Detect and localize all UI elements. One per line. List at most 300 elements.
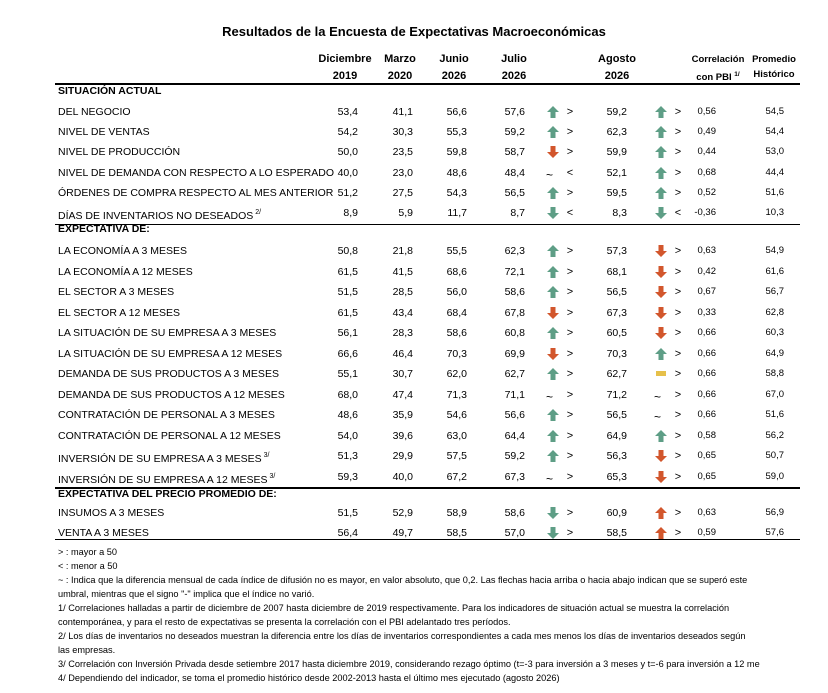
cell-jul: 72,1	[504, 266, 525, 278]
cell-jul: 67,3	[504, 471, 525, 483]
table-row	[0, 142, 828, 162]
cell-mar: 29,9	[392, 450, 413, 462]
cell-jun: 56,0	[446, 286, 467, 298]
row-label	[58, 303, 180, 323]
threshold-sign: >	[566, 307, 574, 319]
trend-arrow-icon	[546, 186, 560, 200]
cell-dic: 61,5	[337, 266, 358, 278]
cell-mar: 43,4	[392, 307, 413, 319]
section-title: EXPECTATIVA DEL PRECIO PROMEDIO DE:	[58, 488, 277, 500]
row-label-text: LA SITUACIÓN DE SU EMPRESA A 3 MESES	[58, 327, 277, 339]
cell-mar: 52,9	[392, 507, 413, 519]
cell-jun: 54,3	[446, 187, 467, 199]
row-label-text: DEMANDA DE SUS PRODUCTOS A 12 MESES	[58, 389, 285, 401]
trend-arrow-icon	[546, 105, 560, 119]
cell-corr: 0,42	[697, 266, 716, 277]
cell-prom: 60,3	[765, 327, 784, 338]
row-label	[58, 183, 333, 203]
header-corr-text: con PBI	[696, 72, 732, 84]
cell-dic: 54,2	[337, 126, 358, 138]
row-label	[58, 142, 180, 162]
trend-arrow-icon	[654, 244, 668, 258]
cell-jul: 56,6	[504, 409, 525, 421]
trend-arrow-icon	[654, 506, 668, 520]
cell-dic: 50,8	[337, 245, 358, 257]
threshold-sign: >	[566, 368, 574, 380]
header-promedio	[746, 52, 802, 82]
cell-jul: 62,7	[504, 368, 525, 380]
threshold-sign: >	[674, 286, 682, 298]
table-row	[0, 503, 828, 523]
threshold-sign: >	[566, 389, 574, 401]
header-month: Diciembre	[318, 53, 372, 65]
cell-ago: 58,5	[606, 527, 627, 539]
cell-corr: 0,66	[697, 409, 716, 420]
cell-jul: 60,8	[504, 327, 525, 339]
row-label-text: DEL NEGOCIO	[58, 106, 131, 118]
threshold-sign: >	[674, 307, 682, 319]
footnote-line: las empresas.	[58, 645, 116, 655]
threshold-sign: >	[674, 527, 682, 539]
trend-arrow-icon	[654, 347, 668, 361]
trend-arrow-icon	[546, 145, 560, 159]
cell-mar: 21,8	[392, 245, 413, 257]
row-label-text: CONTRATACIÓN DE PERSONAL A 3 MESES	[58, 409, 275, 421]
cell-mar: 30,7	[392, 368, 413, 380]
cell-mar: 35,9	[392, 409, 413, 421]
row-label-text: INVERSIÓN DE SU EMPRESA A 12 MESES	[58, 474, 268, 486]
cell-jun: 57,5	[446, 450, 467, 462]
trend-arrow-icon	[654, 125, 668, 139]
trend-arrow-icon	[546, 367, 560, 381]
trend-arrow-icon	[546, 306, 560, 320]
cell-dic: 8,9	[343, 207, 358, 219]
row-label-text: INVERSIÓN DE SU EMPRESA A 3 MESES	[58, 453, 262, 465]
table-row	[0, 426, 828, 446]
threshold-sign: >	[674, 389, 682, 401]
cell-jun: 67,2	[446, 471, 467, 483]
cell-prom: 54,4	[765, 126, 784, 137]
cell-dic: 51,5	[337, 286, 358, 298]
cell-mar: 23,0	[392, 167, 413, 179]
cell-ago: 62,3	[606, 126, 627, 138]
header-year: 2026	[604, 70, 630, 82]
cell-dic: 51,5	[337, 507, 358, 519]
cell-corr: 0,56	[697, 106, 716, 117]
header-year: 2026	[441, 70, 467, 82]
threshold-sign: >	[566, 327, 574, 339]
row-footnote-ref: 2/	[255, 209, 262, 216]
footnotes	[58, 545, 818, 685]
table-row	[0, 405, 828, 425]
table-row	[0, 262, 828, 282]
threshold-sign: >	[566, 106, 574, 118]
cell-jun: 70,3	[446, 348, 467, 360]
header-marzo	[378, 51, 422, 85]
cell-ago: 56,5	[606, 409, 627, 421]
cell-jul: 58,7	[504, 146, 525, 158]
cell-prom: 50,7	[765, 450, 784, 461]
cell-dic: 50,0	[337, 146, 358, 158]
trend-arrow-icon	[546, 326, 560, 340]
table-row	[0, 323, 828, 343]
cell-mar: 40,0	[392, 471, 413, 483]
trend-arrow-icon	[546, 244, 560, 258]
cell-mar: 27,5	[392, 187, 413, 199]
trend-arrow-icon	[654, 186, 668, 200]
cell-jun: 55,3	[446, 126, 467, 138]
cell-corr: 0,63	[697, 245, 716, 256]
cell-prom: 51,6	[765, 409, 784, 420]
cell-jul: 59,2	[504, 450, 525, 462]
cell-jun: 11,7	[447, 207, 467, 219]
header-corr-note: 1/	[734, 71, 740, 78]
threshold-sign: >	[566, 266, 574, 278]
row-label	[58, 262, 193, 282]
cell-prom: 54,5	[765, 106, 784, 117]
cell-jul: 59,2	[504, 126, 525, 138]
header-prom-line1: Promedio	[752, 54, 796, 65]
footnote-line: < : menor a 50	[58, 561, 118, 571]
cell-jun: 62,0	[446, 368, 467, 380]
cell-mar: 41,1	[392, 106, 413, 118]
cell-prom: 44,4	[765, 167, 784, 178]
cell-jun: 55,5	[446, 245, 467, 257]
cell-prom: 53,0	[765, 146, 784, 157]
cell-jun: 58,5	[446, 527, 467, 539]
row-label	[58, 364, 279, 384]
cell-jul: 57,6	[504, 106, 525, 118]
header-corr-line1: Correlación	[691, 54, 745, 65]
row-label-text: EL SECTOR A 12 MESES	[58, 307, 180, 319]
threshold-sign: >	[566, 507, 574, 519]
section-rule	[55, 539, 800, 540]
header-agosto	[592, 51, 642, 85]
header-prom-line2: Histórico	[753, 69, 795, 80]
threshold-sign: >	[566, 146, 574, 158]
section-title: EXPECTATIVA DE:	[58, 223, 150, 235]
cell-prom: 61,6	[765, 266, 784, 277]
cell-ago: 59,5	[606, 187, 627, 199]
cell-mar: 23,5	[392, 146, 413, 158]
table-row	[0, 303, 828, 323]
cell-prom: 62,8	[765, 307, 784, 318]
cell-jun: 56,6	[446, 106, 467, 118]
cell-corr: 0,63	[697, 507, 716, 518]
cell-corr: 0,68	[697, 167, 716, 178]
trend-arrow-icon	[654, 326, 668, 340]
table-row	[0, 446, 828, 466]
trend-arrow-icon	[546, 449, 560, 463]
trend-arrow-icon: ~	[654, 390, 662, 404]
row-label	[58, 241, 187, 261]
threshold-sign: >	[566, 527, 574, 539]
cell-jul: 67,8	[504, 307, 525, 319]
row-label	[58, 405, 275, 425]
threshold-sign: >	[566, 187, 574, 199]
cell-mar: 5,9	[398, 207, 413, 219]
trend-arrow-icon: ~	[546, 390, 554, 404]
trend-arrow-icon	[546, 285, 560, 299]
threshold-sign: >	[566, 126, 574, 138]
row-label	[58, 122, 150, 142]
threshold-sign: >	[674, 126, 682, 138]
cell-prom: 56,9	[765, 507, 784, 518]
cell-corr: 0,66	[697, 368, 716, 379]
cell-ago: 59,2	[606, 106, 627, 118]
row-label-text: NIVEL DE DEMANDA CON RESPECTO A LO ESPERADO	[58, 167, 334, 179]
row-label	[58, 446, 270, 469]
trend-arrow-icon	[654, 145, 668, 159]
trend-arrow-icon	[546, 506, 560, 520]
trend-arrow-icon	[654, 206, 668, 220]
cell-dic: 54,0	[337, 430, 358, 442]
cell-ago: 71,2	[606, 389, 627, 401]
table-row	[0, 364, 828, 384]
table-row	[0, 344, 828, 364]
threshold-sign: >	[674, 167, 682, 179]
row-label	[58, 426, 281, 446]
table-row	[0, 385, 828, 405]
cell-jun: 71,3	[446, 389, 467, 401]
trend-arrow-icon: ~	[546, 168, 554, 182]
cell-corr: 0,33	[697, 307, 716, 318]
cell-jun: 58,6	[446, 327, 467, 339]
header-month: Julio	[501, 53, 527, 65]
cell-jul: 64,4	[504, 430, 525, 442]
row-label-text: EL SECTOR A 3 MESES	[58, 286, 175, 298]
cell-dic: 53,4	[337, 106, 358, 118]
row-label	[58, 344, 282, 364]
cell-jul: 57,0	[504, 527, 525, 539]
cell-dic: 55,1	[337, 368, 358, 380]
threshold-sign: >	[566, 430, 574, 442]
cell-jul: 62,3	[504, 245, 525, 257]
cell-ago: 60,5	[606, 327, 627, 339]
header-month: Marzo	[384, 53, 416, 65]
cell-jul: 58,6	[504, 507, 525, 519]
row-label	[58, 102, 131, 122]
trend-arrow-icon	[546, 125, 560, 139]
cell-corr: 0,67	[697, 286, 716, 297]
trend-arrow-icon	[546, 429, 560, 443]
row-label-text: INSUMOS A 3 MESES	[58, 507, 165, 519]
row-label-text: DEMANDA DE SUS PRODUCTOS A 3 MESES	[58, 368, 279, 380]
trend-arrow-icon	[654, 285, 668, 299]
threshold-sign: >	[674, 146, 682, 158]
cell-jul: 69,9	[504, 348, 525, 360]
cell-jul: 58,6	[504, 286, 525, 298]
row-label	[58, 163, 334, 183]
footnote-line: 4/ Dependiendo del indicador, se toma el promedio histórico desde 2002-2013 hasta el último mes ejecutado (agosto 2026)	[58, 673, 560, 683]
row-label	[58, 385, 285, 405]
header-julio	[492, 51, 536, 85]
threshold-sign: >	[566, 409, 574, 421]
cell-mar: 46,4	[392, 348, 413, 360]
cell-corr: 0,58	[697, 430, 716, 441]
table-row	[0, 183, 828, 203]
cell-corr: 0,49	[697, 126, 716, 137]
footnote-line: contemporánea, y para el resto de expectativas se presenta la correlación con el PBI adelantado tres períodos.	[58, 617, 511, 627]
cell-mar: 41,5	[392, 266, 413, 278]
row-label-text: CONTRATACIÓN DE PERSONAL A 12 MESES	[58, 430, 281, 442]
cell-ago: 70,3	[606, 348, 627, 360]
table-row	[0, 241, 828, 261]
row-label-text: VENTA A 3 MESES	[58, 527, 149, 539]
footnote-line: 1/ Correlaciones halladas a partir de diciembre de 2007 hasta diciembre de 2019 respectivamente. Para los indicadores de situación actual se muestra la correlación	[58, 603, 730, 613]
trend-arrow-icon: ~	[654, 410, 662, 424]
row-label-text: NIVEL DE PRODUCCIÓN	[58, 146, 181, 158]
trend-arrow-icon	[654, 166, 668, 180]
row-label-text: LA ECONOMÍA A 12 MESES	[58, 266, 193, 278]
cell-jun: 68,4	[446, 307, 467, 319]
threshold-sign: >	[674, 409, 682, 421]
footnote-line: umbral, mientras que el signo "-" implica que el índice no varió.	[58, 589, 315, 599]
cell-jul: 71,1	[504, 389, 525, 401]
row-footnote-ref: 3/	[269, 473, 276, 480]
cell-ago: 56,3	[606, 450, 627, 462]
cell-prom: 64,9	[765, 348, 784, 359]
cell-corr: 0,66	[697, 348, 716, 359]
cell-jun: 48,6	[446, 167, 467, 179]
cell-jun: 59,8	[446, 146, 467, 158]
cell-jul: 56,5	[504, 187, 525, 199]
row-label	[58, 523, 149, 543]
cell-ago: 59,9	[606, 146, 627, 158]
header-year: 2020	[387, 70, 413, 82]
row-label	[58, 282, 174, 302]
cell-prom: 54,9	[765, 245, 784, 256]
cell-prom: 59,0	[765, 471, 784, 482]
cell-corr: 0,66	[697, 389, 716, 400]
cell-prom: 56,2	[765, 430, 784, 441]
cell-dic: 68,0	[337, 389, 358, 401]
threshold-sign: >	[566, 286, 574, 298]
table-row	[0, 203, 828, 223]
threshold-sign: >	[566, 450, 574, 462]
cell-ago: 68,1	[606, 266, 627, 278]
table-row	[0, 122, 828, 142]
trend-arrow-icon: ~	[546, 472, 554, 486]
trend-arrow-icon	[654, 470, 668, 484]
cell-mar: 30,3	[392, 126, 413, 138]
threshold-sign: >	[566, 245, 574, 257]
cell-jun: 68,6	[446, 266, 467, 278]
cell-ago: 57,3	[606, 245, 627, 257]
table-row	[0, 163, 828, 183]
cell-jul: 8,7	[510, 207, 525, 219]
threshold-sign: >	[674, 187, 682, 199]
cell-ago: 65,3	[606, 471, 627, 483]
row-label-text: NIVEL DE VENTAS	[58, 126, 150, 138]
cell-corr: 0,44	[697, 146, 716, 157]
table-row	[0, 523, 828, 543]
cell-corr: 0,66	[697, 327, 716, 338]
threshold-sign: >	[566, 348, 574, 360]
cell-dic: 51,3	[337, 450, 358, 462]
threshold-sign: >	[674, 450, 682, 462]
cell-prom: 51,6	[765, 187, 784, 198]
cell-mar: 28,5	[392, 286, 413, 298]
trend-arrow-icon	[654, 526, 668, 540]
section-title: SITUACIÓN ACTUAL	[58, 85, 162, 97]
threshold-sign: >	[674, 348, 682, 360]
threshold-sign: >	[674, 266, 682, 278]
cell-ago: 62,7	[606, 368, 627, 380]
cell-corr: 0,65	[697, 471, 716, 482]
cell-jun: 63,0	[446, 430, 467, 442]
report-title: Resultados de la Encuesta de Expectativas Macroeconómicas	[222, 24, 606, 39]
threshold-sign: >	[674, 106, 682, 118]
cell-jun: 58,9	[446, 507, 467, 519]
cell-dic: 59,3	[337, 471, 358, 483]
cell-mar: 28,3	[392, 327, 413, 339]
threshold-sign: >	[674, 507, 682, 519]
cell-ago: 60,9	[606, 507, 627, 519]
header-correlacion	[682, 52, 754, 85]
table-row	[0, 282, 828, 302]
header-year: 2019	[332, 70, 358, 82]
cell-prom: 10,3	[765, 207, 784, 218]
trend-arrow-icon	[654, 265, 668, 279]
cell-dic: 66,6	[337, 348, 358, 360]
cell-dic: 40,0	[337, 167, 358, 179]
trend-arrow-icon	[654, 105, 668, 119]
table-row	[0, 102, 828, 122]
footnote-line: 2/ Los días de inventarios no deseados muestran la diferencia entre los días de inventarios correspondientes a cada mes menos los días de inventarios deseados según	[58, 631, 746, 641]
trend-arrow-icon	[546, 206, 560, 220]
cell-mar: 47,4	[392, 389, 413, 401]
threshold-sign: >	[674, 368, 682, 380]
section-rule	[55, 224, 800, 225]
cell-prom: 67,0	[765, 389, 784, 400]
threshold-sign: <	[566, 167, 574, 179]
cell-prom: 56,7	[765, 286, 784, 297]
trend-arrow-icon	[654, 429, 668, 443]
header-month: Agosto	[598, 53, 636, 65]
header-year: 2026	[501, 70, 527, 82]
trend-arrow-icon	[654, 449, 668, 463]
row-label-text: LA SITUACIÓN DE SU EMPRESA A 12 MESES	[58, 348, 283, 360]
cell-corr: 0,59	[697, 527, 716, 538]
cell-corr: -0,36	[694, 207, 716, 218]
trend-arrow-icon	[546, 265, 560, 279]
footnote-line: ~ : Indica que la diferencia mensual de cada índice de difusión no es mayor, en valor absoluto, que 0,2. Las flechas hacia arriba o hacia abajo indican que se superó este	[58, 575, 748, 585]
cell-prom: 57,6	[765, 527, 784, 538]
cell-dic: 56,1	[337, 327, 358, 339]
cell-ago: 56,5	[606, 286, 627, 298]
cell-corr: 0,52	[697, 187, 716, 198]
header-rule	[55, 83, 800, 85]
cell-dic: 56,4	[337, 527, 358, 539]
cell-dic: 61,5	[337, 307, 358, 319]
threshold-sign: >	[674, 430, 682, 442]
cell-jun: 54,6	[446, 409, 467, 421]
header-diciembre	[318, 51, 372, 85]
row-label-text: DÍAS DE INVENTARIOS NO DESEADOS	[58, 210, 254, 222]
row-label-text: ÓRDENES DE COMPRA RESPECTO AL MES ANTERIOR	[58, 187, 334, 199]
row-label	[58, 323, 276, 343]
trend-arrow-icon	[546, 526, 560, 540]
threshold-sign: <	[674, 207, 682, 219]
header-junio	[432, 51, 476, 85]
cell-corr: 0,65	[697, 450, 716, 461]
header-month: Junio	[439, 53, 469, 65]
threshold-sign: >	[674, 327, 682, 339]
cell-mar: 49,7	[392, 527, 413, 539]
cell-ago: 8,3	[612, 207, 627, 219]
cell-ago: 52,1	[606, 167, 627, 179]
